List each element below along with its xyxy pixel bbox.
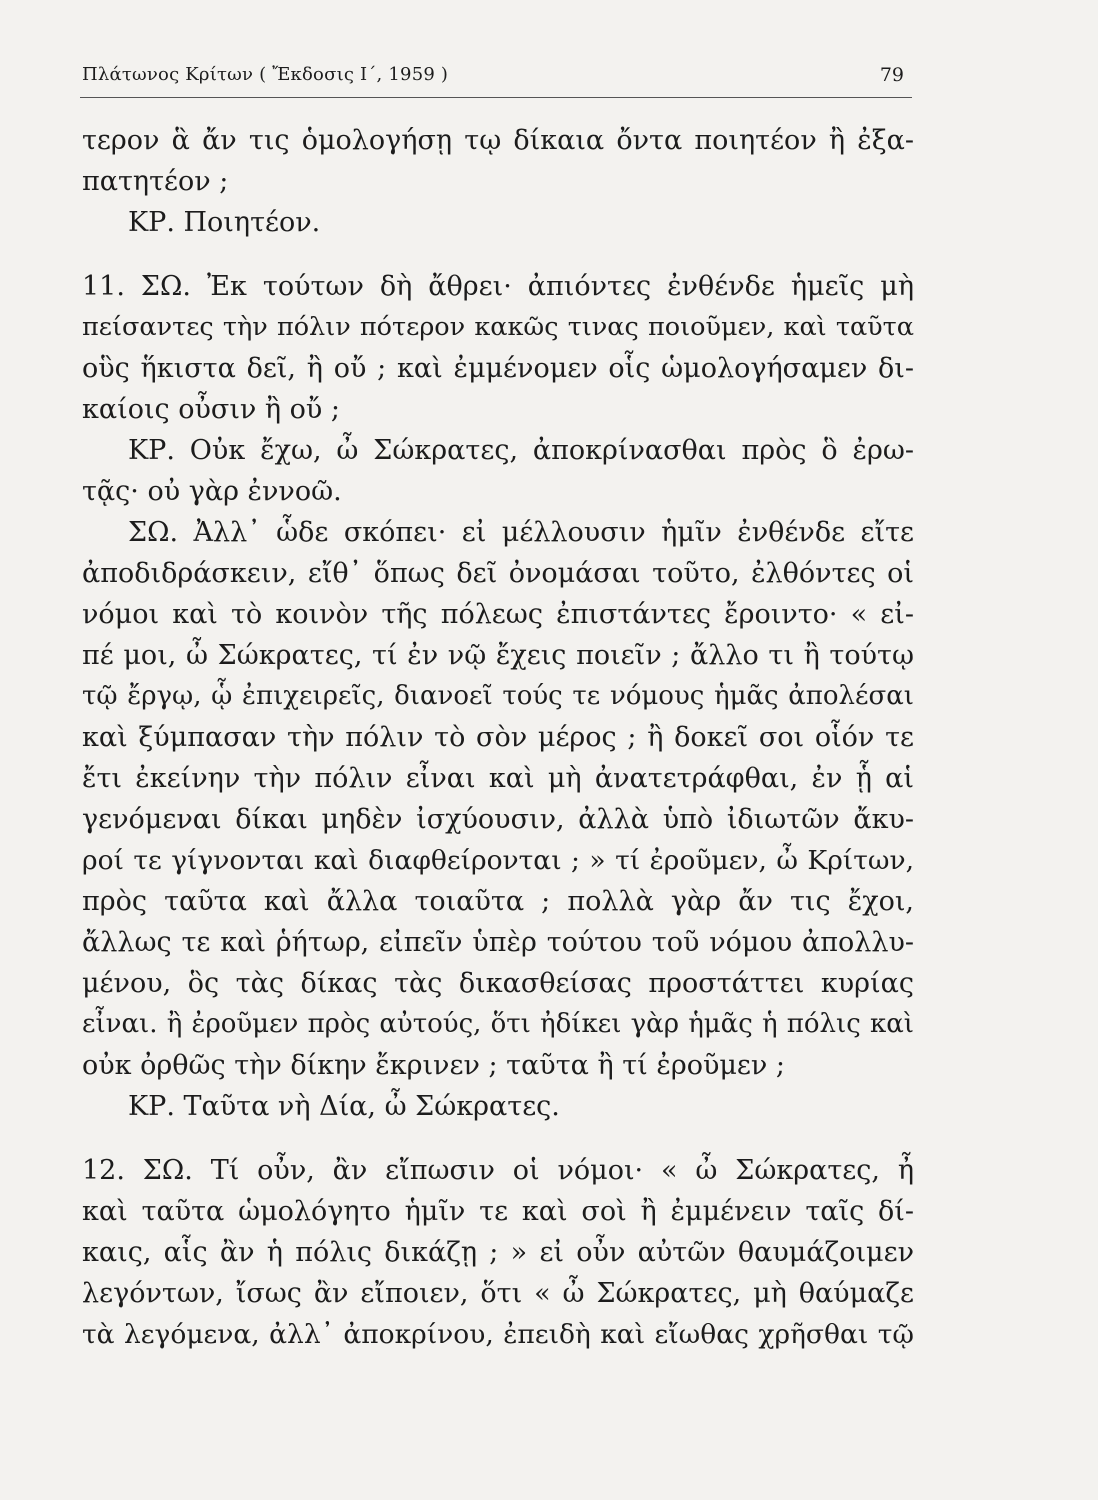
text-line: τερον ἃ ἄν τις ὁμολογήσῃ τῳ δίκαια ὄντα ποιητέον ἢ ἐξα- xyxy=(82,125,914,156)
section-gap xyxy=(82,1127,914,1150)
text-line: 12. ΣΩ. Τί οὖν, ἂν εἴπωσιν οἱ νόμοι· « ὦ Σώκρατες, ἦ xyxy=(82,1155,914,1186)
text-line: καὶ ξύμπασαν τὴν πόλιν τὸ σὸν μέρος ; ἢ δοκεῖ σοι οἷόν τε xyxy=(82,722,914,753)
page-number: 79 xyxy=(879,64,904,86)
text-line: πέ μοι, ὦ Σώκρατες, τί ἐν νῷ ἔχεις ποιεῖν ; ἄλλο τι ἢ τούτῳ xyxy=(82,640,914,671)
text-line: εἶναι. ἢ ἐροῦμεν πρὸς αὐτούς, ὅτι ἠδίκει γὰρ ἡμᾶς ἡ πόλις καὶ xyxy=(82,1009,914,1039)
text-line: οὓς ἥκιστα δεῖ, ἢ οὔ ; καὶ ἐμμένομεν οἷς ὡμολογήσαμεν δι- xyxy=(82,353,914,384)
text-line: ἔτι ἐκείνην τὴν πόλιν εἶναι καὶ μὴ ἀνατετράφθαι, ἐν ᾗ αἱ xyxy=(82,763,914,794)
text-line: τὰ λεγόμενα, ἀλλ᾽ ἀποκρίνου, ἐπειδὴ καὶ εἴωθας χρῆσθαι τῷ xyxy=(82,1319,914,1350)
text-line: ροί τε γίγνονται καὶ διαφθείρονται ; » τί ἐροῦμεν, ὦ Κρίτων, xyxy=(82,845,914,876)
text-line: ἄλλως τε καὶ ῥήτωρ, εἰπεῖν ὑπὲρ τούτου τοῦ νόμου ἀπολλυ- xyxy=(82,927,914,958)
text-line: πρὸς ταῦτα καὶ ἄλλα τοιαῦτα ; πολλὰ γὰρ ἄν τις ἔχοι, xyxy=(82,886,914,917)
text-body xyxy=(82,120,914,1355)
text-line: καὶ ταῦτα ὡμολόγητο ἡμῖν τε καὶ σοὶ ἢ ἐμμένειν ταῖς δί- xyxy=(82,1196,914,1227)
text-line: τῷ ἔργῳ, ᾧ ἐπιχειρεῖς, διανοεῖ τούς τε νόμους ἡμᾶς ἀπολέσαι xyxy=(82,681,914,711)
text-line: οὐκ ὀρθῶς τὴν δίκην ἔκρινεν ; ταῦτα ἢ τί ἐροῦμεν ; xyxy=(82,1050,785,1081)
text-line: ΣΩ. Ἀλλ᾽ ὧδε σκόπει· εἰ μέλλουσιν ἡμῖν ἐνθένδε εἴτε xyxy=(128,517,914,548)
text-line: καις, αἷς ἂν ἡ πόλις δικάζῃ ; » εἰ οὖν αὐτῶν θαυμάζοιμεν xyxy=(82,1237,914,1268)
text-line: πείσαντες τὴν πόλιν πότερον κακῶς τινας ποιοῦμεν, καὶ ταῦτα xyxy=(82,312,914,342)
text-line: νόμοι καὶ τὸ κοινὸν τῆς πόλεως ἐπιστάντες ἔροιντο· « εἰ- xyxy=(82,599,914,630)
text-line: γενόμεναι δίκαι μηδὲν ἰσχύουσιν, ἀλλὰ ὑπὸ ἰδιωτῶν ἄκυ- xyxy=(82,804,914,835)
text-line: μένου, ὃς τὰς δίκας τὰς δικασθείσας προστάττει κυρίας xyxy=(82,968,914,999)
page-header xyxy=(80,62,910,90)
text-line: ΚΡ. Ταῦτα νὴ Δία, ὦ Σώκρατες. xyxy=(128,1091,560,1122)
text-line: καίοις οὖσιν ἢ οὔ ; xyxy=(82,394,341,425)
text-line: ΚΡ. Ποιητέον. xyxy=(128,207,321,238)
text-line: ἀποδιδράσκειν, εἴθ᾽ ὅπως δεῖ ὀνομάσαι τοῦτο, ἐλθόντες οἱ xyxy=(82,558,914,589)
text-line: ΚΡ. Οὐκ ἔχω, ὦ Σώκρατες, ἀποκρίνασθαι πρὸς ὃ ἐρω- xyxy=(128,435,914,466)
running-title: Πλάτωνος Κρίτων ( Ἔκδοσις Ι΄, 1959 ) xyxy=(82,64,449,85)
text-line: λεγόντων, ἴσως ἂν εἴποιεν, ὅτι « ὦ Σώκρατες, μὴ θαύμαζε xyxy=(82,1278,914,1309)
section-gap xyxy=(82,243,914,266)
text-line: 11. ΣΩ. Ἐκ τούτων δὴ ἄθρει· ἀπιόντες ἐνθένδε ἡμεῖς μὴ xyxy=(82,271,914,302)
header-rule xyxy=(80,97,912,98)
text-line: τᾷς· οὐ γὰρ ἐννοῶ. xyxy=(82,476,342,507)
text-line: πατητέον ; xyxy=(82,166,229,197)
